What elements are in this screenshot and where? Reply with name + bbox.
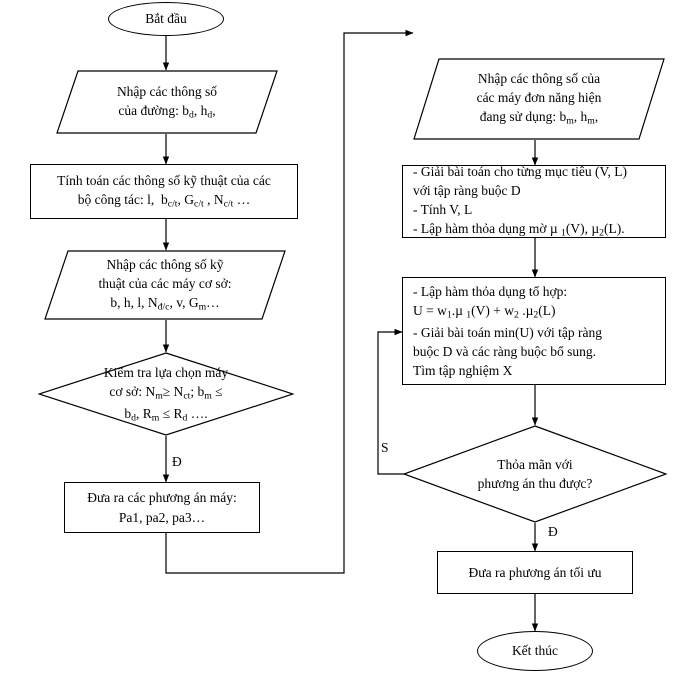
node-calc-tech [30, 164, 298, 219]
edge-label-check-yes: Đ [172, 454, 182, 469]
node-check-select [38, 352, 294, 436]
node-output-options [64, 482, 260, 533]
node-combine-label: - Lập hàm thỏa dụng tổ hợp: $U = w_1.\mu$ $_1(V) + w_2$ .µ$_2$(L) - Giải bài toán min(U) với tập ràng buộc D và các ràng buộc bổ sung. Tìm tập nghiệm X [413, 283, 602, 378]
node-input-road-label: Nhập các thông số của đường: $b_d$, $h_d$, [116, 83, 218, 121]
node-calc-tech-label: Tính toán các thông số kỹ thuật của các bộ công tác: l, $b_{c/t}$, $G_{c/t}$ , $N_{c/t}$ … [57, 173, 271, 211]
node-input-base-label: Nhập các thông số kỹ thuật của các máy cơ sở: b, h, l, $N_{đ/c}$, v, $G_m\dots$ [98, 257, 232, 314]
node-input-machines-label: Nhập các thông số của các máy đơn năng hiện đang sử dụng: $b_m$, $h_m$, [476, 71, 602, 128]
node-satisfied-label: Thỏa mãn với phương án thu được? [477, 456, 593, 491]
node-end-label: Kết thúc [511, 643, 559, 659]
node-check-select-label: Kiểm tra lựa chọn máy cơ sở: $N_m\ge N_{ct}$; $b_m$ ≤ $b_d$, $R_m \le R_d$ …. [103, 364, 229, 424]
node-input-machines [413, 58, 665, 140]
node-output-optimal-label: Đưa ra phương án tối ưu [468, 564, 602, 580]
node-solve-single [402, 165, 666, 238]
node-input-base [44, 250, 286, 320]
node-combine [402, 277, 666, 385]
node-satisfied [403, 425, 667, 523]
edge-label-satisfied-yes: Đ [548, 524, 558, 539]
node-solve-single-label: - Giải bài toán cho từng mục tiêu (V, L) với tập ràng buộc D - Tính V, L - Lập hàm thỏa dụng mờ µ $_1$(V), µ$_2$(L). [413, 164, 628, 240]
node-output-options-label: Đưa ra các phương án máy: Pa1, pa2, pa3… [87, 490, 237, 525]
edge-label-satisfied-no: S [381, 440, 389, 455]
node-start [108, 2, 224, 36]
node-input-road [56, 70, 278, 134]
node-output-optimal [437, 551, 633, 594]
node-end [477, 631, 593, 671]
node-start-label: Bắt đầu [145, 11, 187, 27]
